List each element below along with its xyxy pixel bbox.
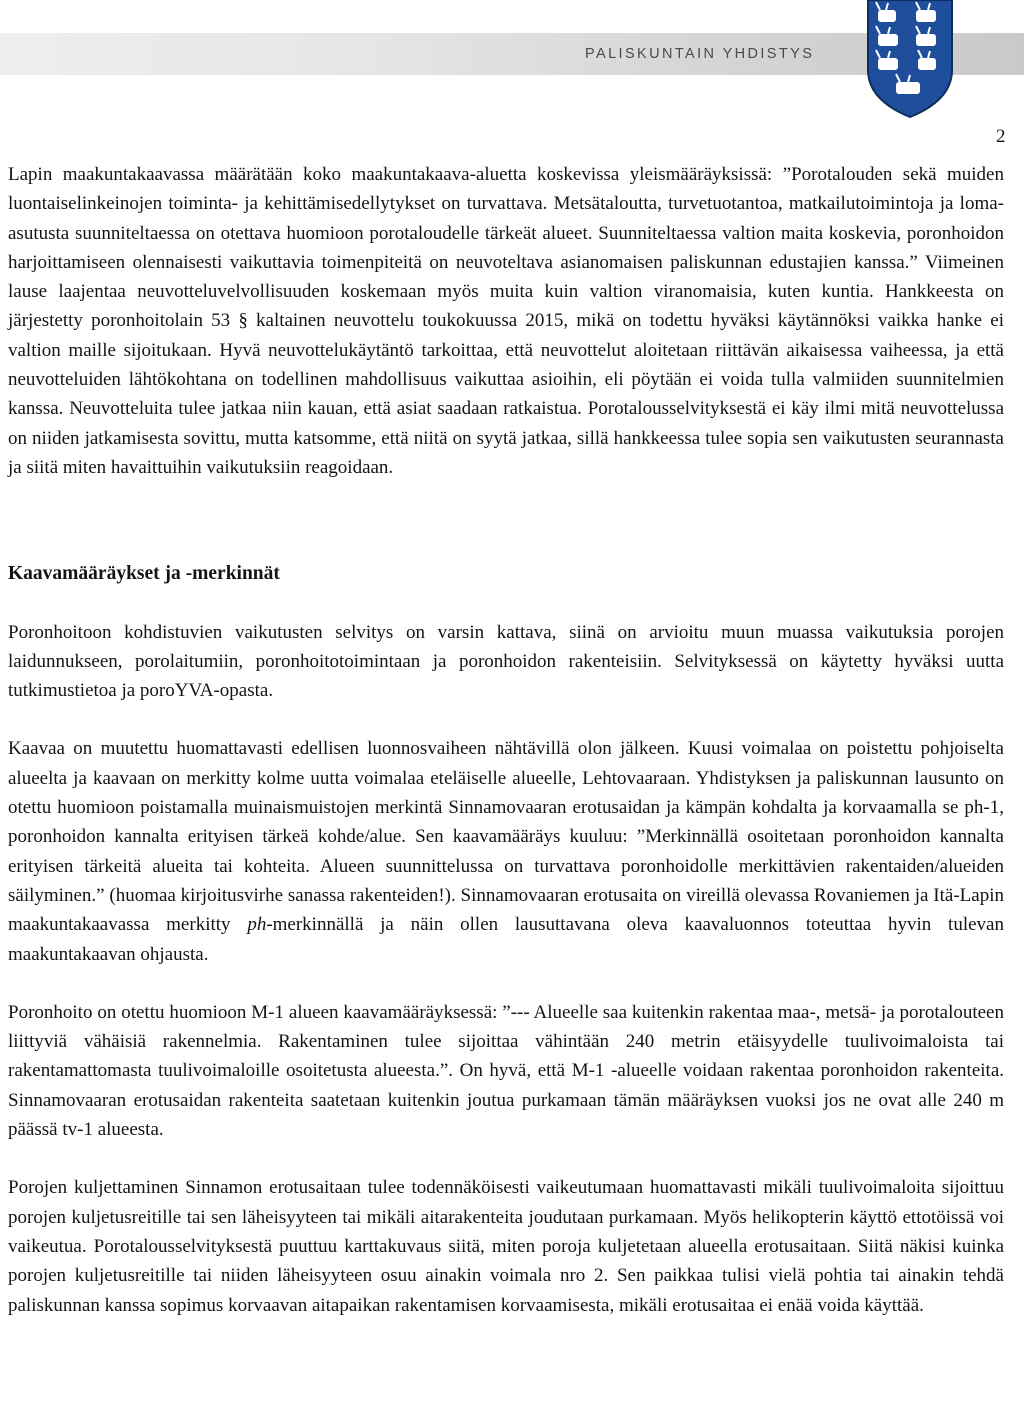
paragraph-3-text-a: Kaavaa on muutettu huomattavasti edellisen luonnosvaiheen nähtävillä olon jälkeen. Kuusi voimalaa on poistettu pohjoiselta alueelta ja kaavaan on merkitty kolme uutta voimalaa eteläiselle alueelle, Lehtovaaraan. Yhdistyksen ja paliskunnan lausunto on otettu huomioon poistamalla muinaismuistojen merkintä Sinnamovaaran erotusaidan ja kämpän kohdalta ja korvaamalla se ph-1, poronhoidon kannalta erityisen tärkeä kohde/alue. Sen kaavamääräys kuuluu: ”Merkinnällä osoitetaan poronhoidon kannalta erityisen tärkeitä alueita tai kohteita. Alueen suunnittelussa on turvattava poronhoidolle merkittävien rakentaiden/alueiden säilyminen.” (huomaa kirjoitusvirhe sanassa rakenteiden!). Sinnamovaaran erotusaita on vireillä olevassa Rovaniemen ja Itä-Lapin maakuntakaavassa merkitty — [8, 738, 1004, 936]
document-body — [8, 160, 1004, 1320]
organization-name: PALISKUNTAIN YHDISTYS — [585, 46, 815, 62]
section-heading: Kaavamääräykset ja -merkinnät — [8, 563, 280, 585]
paragraph-3 — [8, 734, 1004, 968]
ph-marking: ph — [247, 914, 267, 936]
coat-of-arms-reindeer-icon — [866, 0, 954, 118]
paragraph-5: Porojen kuljettaminen Sinnamon erotusaitaan tulee todennäköisesti vaikeutumaan huomattavasti mikäli tuulivoimaloita sijoittuu porojen kuljetusreitille tai sen läheisyyteen tai mikäli aitarakenteita joudutaan purkamaan. Myös helikopterin käyttö ettotöissä voi vaikeutua. Porotalousselvityksestä puuttuu karttakuvaus siitä, miten poroja kuljetetaan alueella erotusaitaan. Siitä näkisi kuinka porojen kuljetusreitille tai niiden läheisyyteen osuu ainakin voimala nro 2. Sen paikkaa tulisi vielä pohtia tai ainakin tehdä paliskunnan kanssa sopimus korvaavan aitapaikan rakentamisen korvaamisesta, mikäli erotusaitaa ei enää voida käyttää. — [8, 1177, 1004, 1316]
paragraph-4: Poronhoito on otettu huomioon M-1 alueen kaavamääräyksessä: ”--- Alueelle saa kuitenkin rakentaa maa-, metsä- ja porotalouteen liittyviä vähäisiä rakennelmia. Rakentaminen tulee sijoittaa vähintään 240 metrin etäisyydelle tuulivoimaloista tai rakentamattomasta tuulivoimaloille osoitetusta alueesta.”. On hyvä, että M-1 -alueelle voidaan rakentaa poronhoidon rakenteita. Sinnamovaaran erotusaidan rakenteita saatetaan kuitenkin joutua purkamaan tämän määräyksen vuoksi jos ne ovat alle 240 m päässä tv-1 alueesta. — [8, 1001, 1004, 1141]
page-number: 2 — [996, 126, 1006, 147]
paragraph-1: Lapin maakuntakaavassa määrätään koko maakuntakaava-aluetta koskevissa yleismääräyksissä: ”Porotalouden sekä muiden luontaiselinkeinojen toiminta- ja kehittämisedellytykset on turvattava. Metsätaloutta, turvetuotantoa, matkailutoimintoja ja loma-asutusta suunniteltaessa on otettava huomioon porotaloudelle tärkeät alueet. Suunniteltaessa valtion maita koskevia, poronhoidon harjoittamiseen olennaisesti vaikuttavia toimenpiteitä on neuvoteltava asianomaisen paliskunnan edustajien kanssa.” Viimeinen lause laajentaa neuvotteluvelvollisuuden koskemaan myös muita kuin valtion viranomaisia, kuten kuntia. Hankkeesta on järjestetty poronhoitolain 53 § kaltainen neuvottelu toukokuussa 2015, mikä on todettu hyväksi käytännöksi vaikka hanke ei valtion maille sijoitukaan. Hyvä neuvottelukäytäntö tarkoittaa, että neuvottelut aloitetaan riittävän aikaisessa vaiheessa, ja että neuvotteluiden lähtökohtana on todellinen mahdollisuus vaikuttaa asioihin, eli pöytään ei voida tulla valmiiden suunnitelmien kanssa. Neuvotteluita tulee jatkaa niin kauan, että asiat saadaan ratkaistua. Porotalousselvityksestä ei käy ilmi mitä neuvottelussa on niiden jatkamisesta sovittu, mutta katsomme, että niitä on syytä jatkaa, sillä hankkeessa tulee sopia sen vaikutusten seurannasta ja siitä miten havaittuihin vaikutuksiin reagoidaan. — [8, 164, 1004, 478]
paragraph-3-text-b: -merkinnällä ja näin ollen lausuttavana oleva kaavaluonnos toteuttaa hyvin tulevan maakuntakaavan ohjausta. — [8, 914, 1004, 965]
paragraph-2: Poronhoitoon kohdistuvien vaikutusten selvitys on varsin kattava, siinä on arvioitu muun muassa vaikutuksia porojen laidunnukseen, porolaitumiin, poronhoitotoimintaan ja poronhoidon rakenteisiin. Selvityksessä on käytetty hyväksi uutta tutkimustietoa ja poroYVA-opasta. — [8, 621, 1004, 702]
